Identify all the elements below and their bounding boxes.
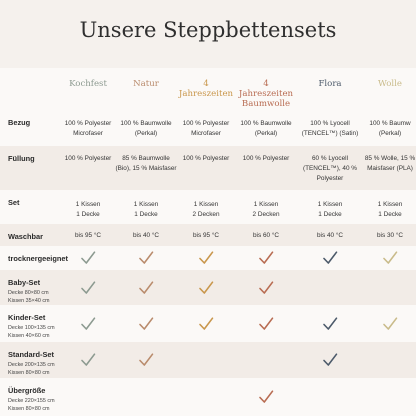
check-icon <box>137 315 155 333</box>
table-cell: 1 Kissen 2 Decken <box>192 201 220 218</box>
check-icon <box>197 249 215 267</box>
row-label: Set <box>8 198 20 207</box>
table-cell: 1 Kissen 1 Decke <box>75 201 101 218</box>
check-icon <box>257 279 275 297</box>
column-header-3: 4 Jahreszeiten <box>178 79 234 99</box>
column-header-6: Wolle <box>377 79 402 89</box>
table-row <box>0 190 416 224</box>
row-size-note: Decke 200×135 cm Kissen 80×80 cm <box>8 362 55 376</box>
table-cell: 1 Kissen 1 Decke <box>377 201 403 218</box>
table-row <box>0 378 416 416</box>
table-row <box>0 224 416 246</box>
column-header-1: Kochfest <box>69 79 107 89</box>
row-label: Kinder-Set <box>8 313 46 322</box>
table-cell: 100 % Baumwolle (Perkal) <box>120 120 172 137</box>
table-cell: 100 % Polyester <box>182 155 230 162</box>
check-icon <box>321 351 339 369</box>
table-row <box>0 146 416 190</box>
check-icon <box>197 279 215 297</box>
table-cell: 85 % Baumwolle (Bio), 15 % Maisfaser <box>115 155 177 172</box>
column-header-5: Flora <box>318 79 342 89</box>
check-icon <box>257 249 275 267</box>
row-size-note: Decke 80×80 cm Kissen 35×40 cm <box>8 290 50 304</box>
table-cell: 1 Kissen 2 Decken <box>252 201 280 218</box>
check-icon <box>321 315 339 333</box>
row-label: Waschbar <box>8 232 44 241</box>
table-cell: bis 40 °C <box>317 232 343 239</box>
table-row <box>0 305 416 342</box>
table-cell: 60 % Lyocell (TENCEL™), 40 % Polyester <box>303 155 357 182</box>
check-icon <box>79 351 97 369</box>
table-cell: 1 Kissen 1 Decke <box>317 201 343 218</box>
page-title: Unsere Steppbettensets <box>79 18 337 42</box>
table-row <box>0 110 416 146</box>
check-icon <box>381 249 399 267</box>
table-cell: bis 60 °C <box>253 232 279 239</box>
row-label: Füllung <box>8 154 35 163</box>
table-row <box>0 270 416 305</box>
check-icon <box>137 351 155 369</box>
check-icon <box>79 249 97 267</box>
check-icon <box>257 388 275 406</box>
table-cell: 100 % Baumwolle (Perkal) <box>240 120 292 137</box>
table-cell: bis 95 °C <box>75 232 101 239</box>
row-label: Baby-Set <box>8 278 41 287</box>
table-cell: 100 % Polyester Microfaser <box>64 120 112 137</box>
column-header-2: Natur <box>133 79 159 89</box>
check-icon <box>79 279 97 297</box>
check-icon <box>321 249 339 267</box>
table-cell: bis 40 °C <box>133 232 159 239</box>
row-label: Standard-Set <box>8 350 54 359</box>
row-size-note: Decke 100×135 cm Kissen 40×60 cm <box>8 325 55 339</box>
check-icon <box>197 315 215 333</box>
table-row <box>0 246 416 270</box>
table-cell: bis 95 °C <box>193 232 219 239</box>
row-label: Bezug <box>8 118 31 127</box>
check-icon <box>79 315 97 333</box>
table-cell: 100 % Polyester <box>64 155 112 162</box>
check-icon <box>381 315 399 333</box>
check-icon <box>137 249 155 267</box>
table-cell: 1 Kissen 1 Decke <box>133 201 159 218</box>
row-label: Übergröße <box>8 386 46 395</box>
table-cell: bis 30 °C <box>377 232 403 239</box>
table-row <box>0 342 416 378</box>
row-label: trocknergeeignet <box>8 254 68 263</box>
table-cell: 100 % Lyocell (TENCEL™) (Satin) <box>301 120 359 137</box>
table-cell: 100 % Polyester Microfaser <box>182 120 230 137</box>
check-icon <box>137 279 155 297</box>
table-cell: 100 % Polyester <box>242 155 290 162</box>
table-cell: 100 % Baumw (Perkal) <box>369 120 411 137</box>
row-size-note: Decke 220×155 cm Kissen 80×80 cm <box>8 398 55 412</box>
table-cell: 85 % Wolle, 15 % Maisfaser (PLA) <box>364 155 416 172</box>
column-header-row <box>0 68 416 110</box>
column-header-4: 4 Jahreszeiten Baumwolle <box>238 79 294 109</box>
check-icon <box>257 315 275 333</box>
